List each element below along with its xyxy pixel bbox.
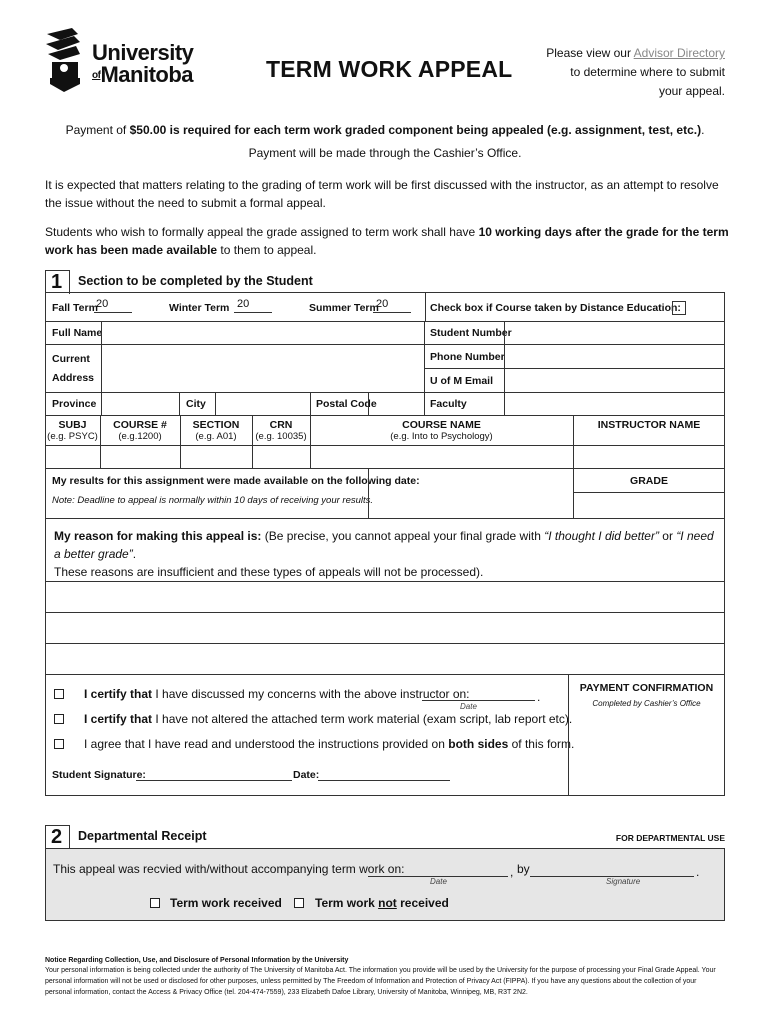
distance-ed-checkbox[interactable] xyxy=(672,301,686,315)
reason-line-1[interactable] xyxy=(46,582,724,612)
reason-line-3[interactable] xyxy=(46,644,724,674)
term-work-received-label: Term work received xyxy=(170,896,282,910)
grade-field[interactable] xyxy=(574,493,725,518)
student-signature-field[interactable] xyxy=(136,780,292,781)
faculty-field[interactable] xyxy=(504,392,725,416)
advisor-directory-link[interactable]: Advisor Directory xyxy=(633,46,725,60)
full-name-label: Full Name xyxy=(52,327,103,339)
email-field[interactable] xyxy=(504,368,725,393)
crn-header: CRN xyxy=(269,419,293,431)
email-label: U of M Email xyxy=(430,375,494,387)
expected-paragraph: It is expected that matters relating to the grading of term work will be first discussed with the instructor, as an attempt to resolve the issue without the need to submit a formal appeal. xyxy=(45,178,719,210)
subj-header: SUBJ xyxy=(58,419,87,431)
crn-field[interactable] xyxy=(253,446,310,468)
page-title: TERM WORK APPEAL xyxy=(266,56,513,82)
winter-term-field[interactable] xyxy=(234,312,272,313)
section-1-number: 1 xyxy=(51,271,63,293)
distance-ed-label: Check box if Course taken by Distance Education: xyxy=(430,302,681,314)
section-header: SECTION xyxy=(192,419,240,431)
postal-code-field[interactable] xyxy=(368,392,425,416)
completed-by-cashier: Completed by Cashier’s Office xyxy=(592,699,701,708)
current-label: Current xyxy=(52,353,90,365)
course-number-header: COURSE # xyxy=(113,419,167,431)
address-field[interactable] xyxy=(101,344,425,393)
logo-manitoba: ofManitoba xyxy=(92,62,194,87)
certify-not-altered-text: I certify that I have not altered the attached term work material (exam script, lab report etc). xyxy=(84,712,573,726)
student-signature-label: Student Signature: xyxy=(52,769,146,781)
address-label: Address xyxy=(52,372,95,384)
student-number-label: Student Number xyxy=(430,327,512,339)
summer-term-label: Summer Term xyxy=(309,302,379,314)
province-label: Province xyxy=(52,398,97,410)
student-date-label: Date: xyxy=(293,769,320,781)
section-2-number: 2 xyxy=(51,826,63,848)
results-date-label: My results for this assignment were made available on the following date: xyxy=(52,475,420,487)
winter-term-label: Winter Term xyxy=(169,302,230,314)
faculty-label: Faculty xyxy=(430,398,467,410)
cashier-note: Payment will be made through the Cashier’s Office. xyxy=(248,146,522,160)
notice-body: Your personal information is being collected under the authority of The University of Manitoba Act. The information you provide will be used by the University for the purpose of processing your Final Grade Appeal. Your personal information will not be used or disclosed for other purposes, unless permitted by The Freedom of Information and Protection of Privacy Act (FIPPA). If you have any questions about the collection of your personal information, contact the Access & Privacy Office (tel. 204-474-7559), 233 Elizabeth Dafoe Library, University of Manitoba, Winnipeg, MB, R3T 2N2. xyxy=(45,967,716,996)
results-date-field[interactable] xyxy=(369,469,573,518)
logo-university: University xyxy=(92,40,194,65)
certify-discussed-checkbox[interactable] xyxy=(54,689,64,699)
subj-field[interactable] xyxy=(46,446,100,468)
notice-heading: Notice Regarding Collection, Use, and Disclosure of Personal Information by the University xyxy=(45,957,349,964)
city-label: City xyxy=(186,398,206,410)
city-field[interactable] xyxy=(215,392,311,416)
agree-checkbox[interactable] xyxy=(54,739,64,749)
advisor-note: Please view our Advisor Directory to determine where to submit your appeal. xyxy=(546,46,725,98)
course-number-field[interactable] xyxy=(101,446,180,468)
certify-discussed-text: I certify that I have discussed my concerns with the above instructor on: xyxy=(84,687,470,701)
postal-code-label: Postal Code xyxy=(316,398,377,410)
students-paragraph: Students who wish to formally appeal the grade assigned to term work shall have 10 working days after the grade for the term work has been made available to them to appeal. xyxy=(45,225,729,257)
section-field[interactable] xyxy=(181,446,252,468)
university-crest-logo xyxy=(44,28,86,94)
payment-confirmation-label: PAYMENT CONFIRMATION xyxy=(579,682,714,694)
payment-note: Payment of $50.00 is required for each term work graded component being appealed (e.g. assignment, test, etc.). xyxy=(65,123,705,137)
for-departmental-use: FOR DEPARTMENTAL USE xyxy=(615,833,725,843)
fall-term-field[interactable] xyxy=(94,312,132,313)
section-2-title: Departmental Receipt xyxy=(78,829,207,843)
term-work-not-received-label: Term work not received xyxy=(315,896,449,910)
province-field[interactable] xyxy=(101,392,180,416)
full-name-field[interactable] xyxy=(101,321,425,345)
fall-term-label: Fall Term xyxy=(52,302,98,314)
student-date-field[interactable] xyxy=(318,780,450,781)
grade-label: GRADE xyxy=(630,475,668,487)
instructor-name-header: INSTRUCTOR NAME xyxy=(597,419,701,431)
agree-text: I agree that I have read and understood the instructions provided on both sides of this form. xyxy=(84,737,575,751)
received-text: This appeal was recvied with/without accompanying term work on: xyxy=(53,862,405,876)
certify-not-altered-checkbox[interactable] xyxy=(54,714,64,724)
phone-number-label: Phone Number xyxy=(430,351,505,363)
term-work-received-checkbox[interactable] xyxy=(150,898,160,908)
instructor-name-field[interactable] xyxy=(574,446,725,468)
phone-number-field[interactable] xyxy=(504,344,725,369)
course-name-header: COURSE NAME xyxy=(402,419,481,431)
reason-instructions: My reason for making this appeal is: (Be precise, you cannot appeal your final grade with “I thought I did better” or “I need a better grade”. These reasons are insufficient and these types of appeals will not be processed). xyxy=(54,529,714,579)
by-label: by xyxy=(517,862,530,876)
discussed-date-field[interactable] xyxy=(422,700,535,701)
reason-line-2[interactable] xyxy=(46,613,724,643)
student-number-field[interactable] xyxy=(504,321,725,345)
section-1-title: Section to be completed by the Student xyxy=(78,274,313,288)
deadline-note: Note: Deadline to appeal is normally within 10 days of receiving your results. xyxy=(52,495,374,506)
summer-term-field[interactable] xyxy=(373,312,411,313)
course-name-field[interactable] xyxy=(311,446,573,468)
term-work-not-received-checkbox[interactable] xyxy=(294,898,304,908)
